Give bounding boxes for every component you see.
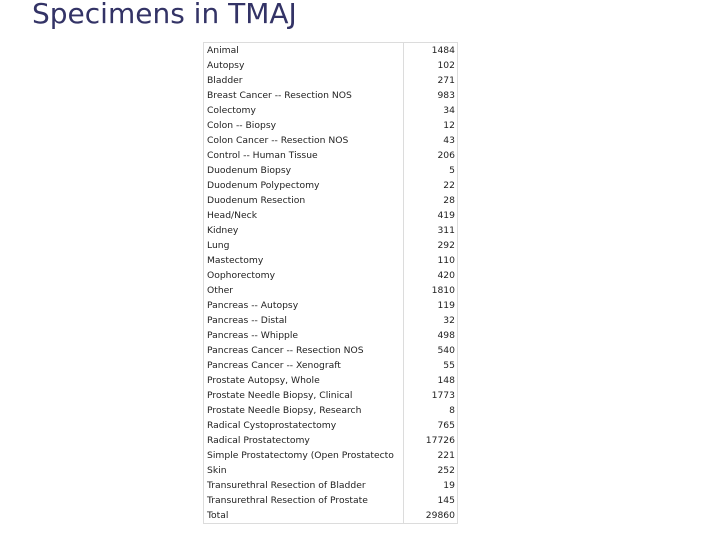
specimen-table-body [204, 43, 458, 523]
specimen-name: Bladder [204, 73, 403, 88]
table-row [204, 343, 458, 358]
specimen-name: Skin [204, 463, 403, 478]
table-row [204, 463, 458, 478]
table-row [204, 223, 458, 238]
specimen-name: Transurethral Resection of Bladder [204, 478, 403, 493]
table-row [204, 73, 458, 88]
specimen-name: Other [204, 283, 403, 298]
specimen-name: Control -- Human Tissue [204, 148, 403, 163]
specimen-name: Duodenum Biopsy [204, 163, 403, 178]
total-count: 29860 [425, 510, 455, 521]
table-row [204, 448, 458, 463]
specimen-name: Radical Prostatectomy [204, 433, 403, 448]
specimen-name: Breast Cancer -- Resection NOS [204, 88, 403, 103]
specimen-count: 983 [437, 90, 455, 101]
specimen-name: Pancreas -- Autopsy [204, 298, 403, 313]
specimen-name: Kidney [204, 223, 403, 238]
specimen-name: Autopsy [204, 58, 403, 73]
specimen-count: 1484 [431, 45, 455, 56]
specimen-count: 55 [443, 360, 455, 371]
specimen-name: Lung [204, 238, 403, 253]
table-row [204, 193, 458, 208]
specimen-count: 5 [449, 165, 455, 176]
table-row [204, 478, 458, 493]
specimen-count: 119 [437, 300, 455, 311]
specimen-name: Duodenum Resection [204, 193, 403, 208]
specimen-name: Colectomy [204, 103, 403, 118]
table-row [204, 178, 458, 193]
table-row [204, 238, 458, 253]
specimen-count: 221 [437, 450, 455, 461]
table-row [204, 418, 458, 433]
table-row [204, 88, 458, 103]
specimen-name: Pancreas -- Distal [204, 313, 403, 328]
specimen-name: Colon Cancer -- Resection NOS [204, 133, 403, 148]
specimen-name: Transurethral Resection of Prostate [204, 493, 403, 508]
table-row [204, 118, 458, 133]
table-row-total [204, 508, 458, 523]
slide-title: Specimens in TMAJ [32, 0, 297, 30]
table-row [204, 133, 458, 148]
specimen-name: Prostate Autopsy, Whole [204, 373, 403, 388]
specimen-count: 22 [443, 180, 455, 191]
specimen-count: 419 [437, 210, 455, 221]
specimen-table [204, 43, 458, 523]
specimen-count: 271 [437, 75, 455, 86]
specimen-count: 420 [437, 270, 455, 281]
specimen-table-container [203, 42, 458, 524]
table-row [204, 358, 458, 373]
specimen-count: 252 [437, 465, 455, 476]
table-row [204, 433, 458, 448]
specimen-count: 148 [437, 375, 455, 386]
specimen-count: 1773 [431, 390, 455, 401]
table-row [204, 268, 458, 283]
specimen-name: Head/Neck [204, 208, 403, 223]
specimen-count: 540 [437, 345, 455, 356]
specimen-count: 28 [443, 195, 455, 206]
table-row [204, 388, 458, 403]
specimen-count: 17726 [425, 435, 455, 446]
specimen-count: 498 [437, 330, 455, 341]
specimen-name: Radical Cystoprostatectomy [204, 418, 403, 433]
table-row [204, 298, 458, 313]
table-row [204, 148, 458, 163]
specimen-count: 110 [437, 255, 455, 266]
specimen-name: Pancreas Cancer -- Xenograft [204, 358, 403, 373]
specimen-name: Mastectomy [204, 253, 403, 268]
specimen-name: Animal [204, 43, 403, 58]
table-row [204, 283, 458, 298]
table-row [204, 43, 458, 58]
specimen-count: 43 [443, 135, 455, 146]
specimen-count: 1810 [431, 285, 455, 296]
specimen-name: Duodenum Polypectomy [204, 178, 403, 193]
specimen-count: 206 [437, 150, 455, 161]
table-row [204, 403, 458, 418]
table-row [204, 208, 458, 223]
specimen-count: 765 [437, 420, 455, 431]
specimen-count: 292 [437, 240, 455, 251]
specimen-name: Oophorectomy [204, 268, 403, 283]
specimen-name: Prostate Needle Biopsy, Clinical [204, 388, 403, 403]
specimen-count: 8 [449, 405, 455, 416]
specimen-count: 145 [437, 495, 455, 506]
specimen-count: 12 [443, 120, 455, 131]
specimen-count: 311 [437, 225, 455, 236]
table-row [204, 313, 458, 328]
specimen-name: Pancreas -- Whipple [204, 328, 403, 343]
specimen-count: 19 [443, 480, 455, 491]
total-label: Total [204, 508, 403, 523]
table-row [204, 493, 458, 508]
specimen-name: Pancreas Cancer -- Resection NOS [204, 343, 403, 358]
specimen-name: Simple Prostatectomy (Open Prostatecto [204, 448, 403, 463]
table-row [204, 103, 458, 118]
specimen-name: Prostate Needle Biopsy, Research [204, 403, 403, 418]
specimen-count: 32 [443, 315, 455, 326]
specimen-count: 102 [437, 60, 455, 71]
specimen-count: 34 [443, 105, 455, 116]
table-row [204, 163, 458, 178]
specimen-name: Colon -- Biopsy [204, 118, 403, 133]
table-row [204, 253, 458, 268]
table-row [204, 373, 458, 388]
table-row [204, 58, 458, 73]
table-row [204, 328, 458, 343]
